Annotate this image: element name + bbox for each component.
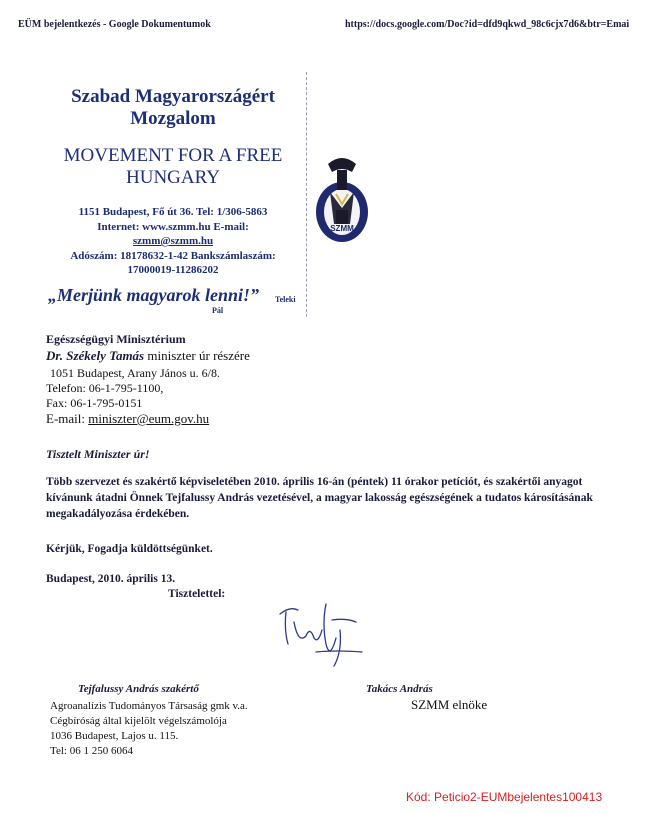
paragraph-1-line2: kívánunk átadni Önnek Tejfalussy András vezetésével, a magyar lakosság egészségének a tudatos károsításának (46, 492, 593, 504)
right-signer-name: Takács András (366, 683, 433, 695)
motto-author-line2: Pál (212, 306, 224, 315)
handwritten-signature (276, 600, 366, 670)
recipient-email-label: E-mail: (46, 411, 89, 426)
org-name-line2: Mozgalom (130, 108, 216, 129)
org-name-en-line1: MOVEMENT FOR A FREE (63, 145, 283, 166)
letterhead-tax: Adószám: 18178632-1-42 Bankszámlaszám: (70, 249, 276, 262)
szmm-logo (306, 150, 378, 250)
recipient-ministry: Egészségügyi Minisztérium (46, 332, 186, 346)
salutation: Tisztelt Miniszter úr! (46, 447, 150, 461)
recipient-name: Dr. Székely Tamás (46, 348, 145, 363)
left-signer-name: Tejfalussy András szakértő (78, 683, 199, 695)
letterhead-address: 1151 Budapest, Fő út 36. Tel: 1/306-5863 (78, 206, 268, 218)
motto-author-line1: Teleki (275, 295, 296, 304)
org-name-english (42, 145, 304, 189)
logo-text: SZMM (330, 224, 354, 233)
document-title: EÜM bejelentkezés - Google Dokumentumok (18, 19, 211, 30)
right-signer-title: SZMM elnöke (411, 697, 488, 712)
document-url: https://docs.google.com/Doc?id=dfd9qkwd_98c6cjx7d6&btr=Emai (345, 19, 630, 30)
document-code: Kód: Peticio2-EUMbejelentes100413 (406, 790, 603, 804)
letterhead-bank-account: 17000019-11286202 (127, 264, 219, 276)
letterhead-internet: Internet: www.szmm.hu E-mail: (97, 220, 249, 233)
recipient-email-link[interactable]: miniszter@eum.gov.hu (88, 411, 210, 426)
recipient-name-suffix: miniszter úr részére (144, 348, 250, 363)
recipient-address: 1051 Budapest, Arany János u. 6/8. (50, 366, 220, 380)
letterhead-email[interactable]: szmm@szmm.hu (132, 235, 214, 247)
recipient-fax: Fax: 06-1-795-0151 (46, 396, 143, 410)
left-signer-line1: Agroanalízis Tudományos Társaság gmk v.a. (50, 700, 248, 712)
left-signer-line3: 1036 Budapest, Lajos u. 115. (50, 730, 179, 742)
letter-closing: Tisztelettel: (168, 588, 226, 600)
recipient-phone: Telefon: 06-1-795-1100, (46, 381, 164, 395)
paragraph-1-line3: megakadályozása érdekében. (46, 508, 190, 520)
letter-date: Budapest, 2010. április 13. (46, 573, 176, 585)
org-name-line1: Szabad Magyarországért (71, 86, 275, 107)
left-signer-line2: Cégbíróság által kijelölt végelszámolója (50, 715, 227, 727)
motto: „Merjünk magyarok lenni!” (48, 285, 260, 305)
org-name-en-line2: HUNGARY (126, 167, 220, 188)
left-signer-line4: Tel: 06 1 250 6064 (50, 745, 133, 757)
letterhead-contact (42, 205, 304, 278)
org-name (42, 86, 304, 130)
paragraph-1-line1: Több szervezet és szakértő képviseletében 2010. április 16-án (péntek) 11 órakor petíciót, és szakértői anyagot (46, 476, 583, 488)
recipient-email-line (46, 411, 209, 427)
letter-paragraph-1 (46, 474, 646, 522)
left-signer-details (50, 699, 248, 759)
recipient-name-line (46, 348, 250, 364)
letter-paragraph-2: Kérjük, Fogadja küldöttségünket. (46, 543, 213, 555)
